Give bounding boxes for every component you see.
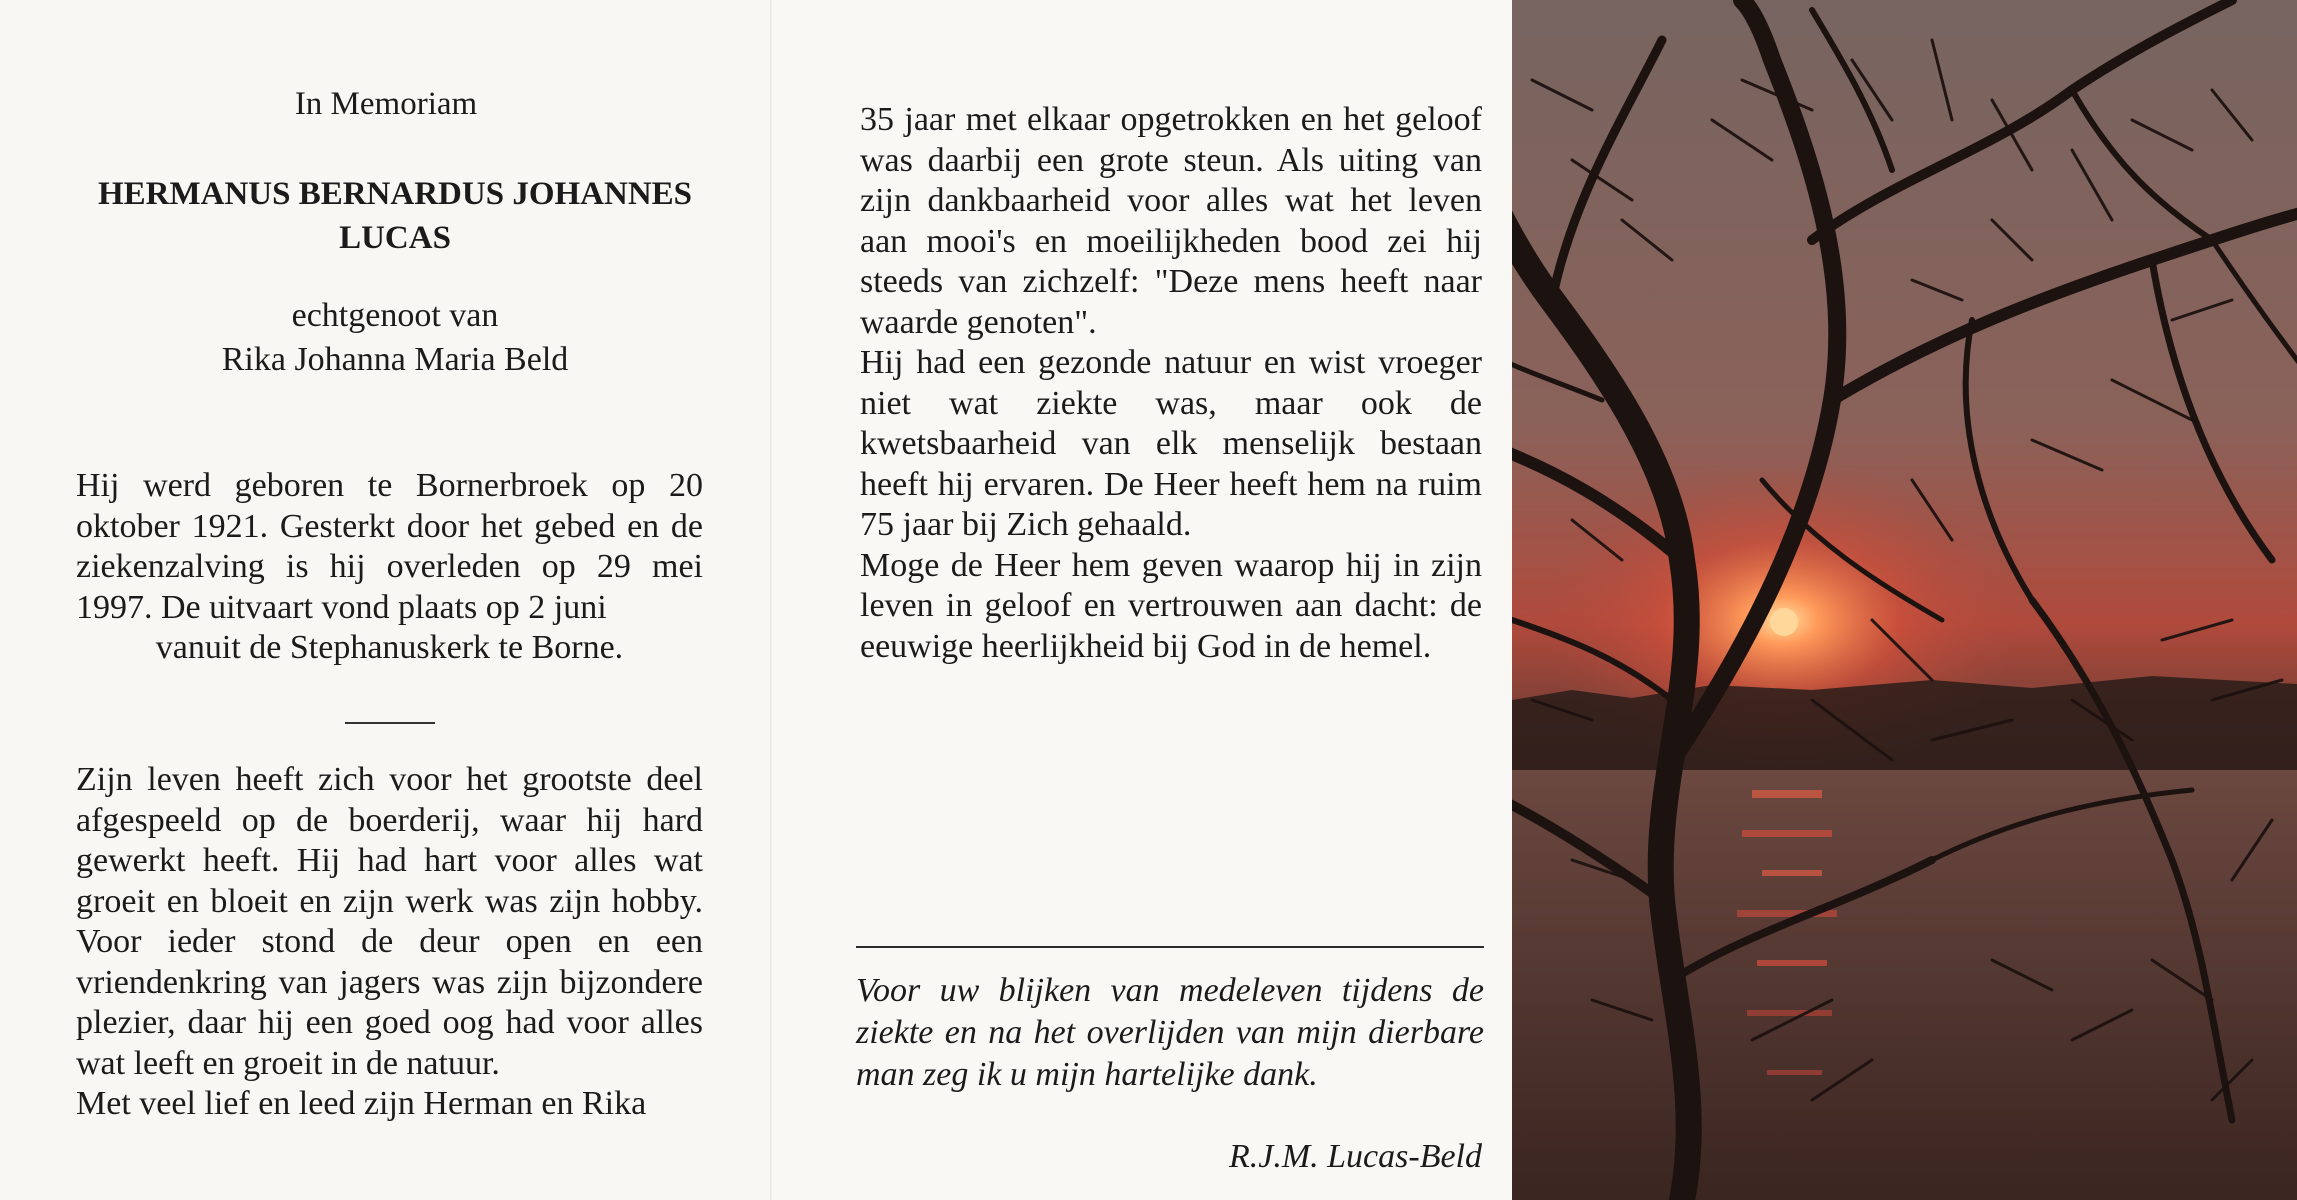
middle-paragraphs: [860, 100, 1482, 667]
deceased-name: [70, 172, 720, 260]
spouse-name: Rika Johanna Maria Beld: [221, 341, 569, 378]
middle-paragraph-3: Moge de Heer hem geven waarop hij in zijn leven in geloof en vertrouwen aan dacht: de eeuwige heerlijkheid bij God in de hemel.: [860, 546, 1482, 665]
sunset-branches-image: [1512, 0, 2297, 1200]
birth-text-last-line: vanuit de Stephanuskerk te Borne.: [155, 629, 624, 666]
deceased-name-line2: LUCAS: [339, 220, 451, 256]
life-text: Zijn leven heeft zich voor het grootste deel afgespeeld op de boerderij, waar hij hard gewerkt heeft. Hij had hart voor alles wat groeit en bloeit en zijn werk was zijn hobby. Voor ieder stond de deur open en een vriendenkring van jagers was zijn bijzondere plezier, daar hij een goed oog had voor alles wat leeft en groeit in de natuur.: [76, 761, 703, 1082]
spouse-block: [70, 294, 720, 382]
middle-paragraph-2: Hij had een gezonde natuur en wist vroeger niet wat ziekte was, maar ook de kwetsbaarheid van elk menselijk bestaan heeft hij ervaren. De Heer heeft hem na ruim 75 jaar bij Zich gehaald.: [860, 344, 1482, 543]
sunset-photo: [1512, 0, 2297, 1200]
divider-short: [345, 722, 435, 724]
life-text-last-line: Met veel lief en leed zijn Herman en Rika: [76, 1085, 647, 1122]
life-paragraph: [76, 760, 703, 1125]
deceased-name-line1: HERMANUS BERNARDUS JOHANNES: [97, 176, 693, 212]
relation-label: echtgenoot van: [291, 297, 499, 334]
in-memoriam-heading: In Memoriam: [294, 86, 478, 122]
signature: R.J.M. Lucas-Beld: [1228, 1138, 1482, 1175]
fold-line: [770, 0, 772, 1200]
thanks-divider: [856, 946, 1484, 948]
middle-paragraph-1: 35 jaar met elkaar opgetrokken en het geloof was daarbij een grote steun. Als uiting van zijn dankbaarheid voor alles wat het leven aan mooi's en moeilijkheden bood zei hij steeds van zichzelf: "Deze mens heeft naar waarde genoten".: [860, 101, 1482, 341]
birth-paragraph: [76, 466, 703, 669]
sun: [1770, 608, 1798, 636]
birth-text: Hij werd geboren te Bornerbroek op 20 oktober 1921. Gesterkt door het gebed en de ziekenzalving is hij overleden op 29 mei 1997. De uitvaart vond plaats op 2 juni: [76, 467, 703, 626]
thanks-text: Voor uw blijken van medeleven tijdens de ziekte en na het overlijden van mijn dierbare man zeg ik u mijn hartelijke dank.: [856, 972, 1484, 1093]
